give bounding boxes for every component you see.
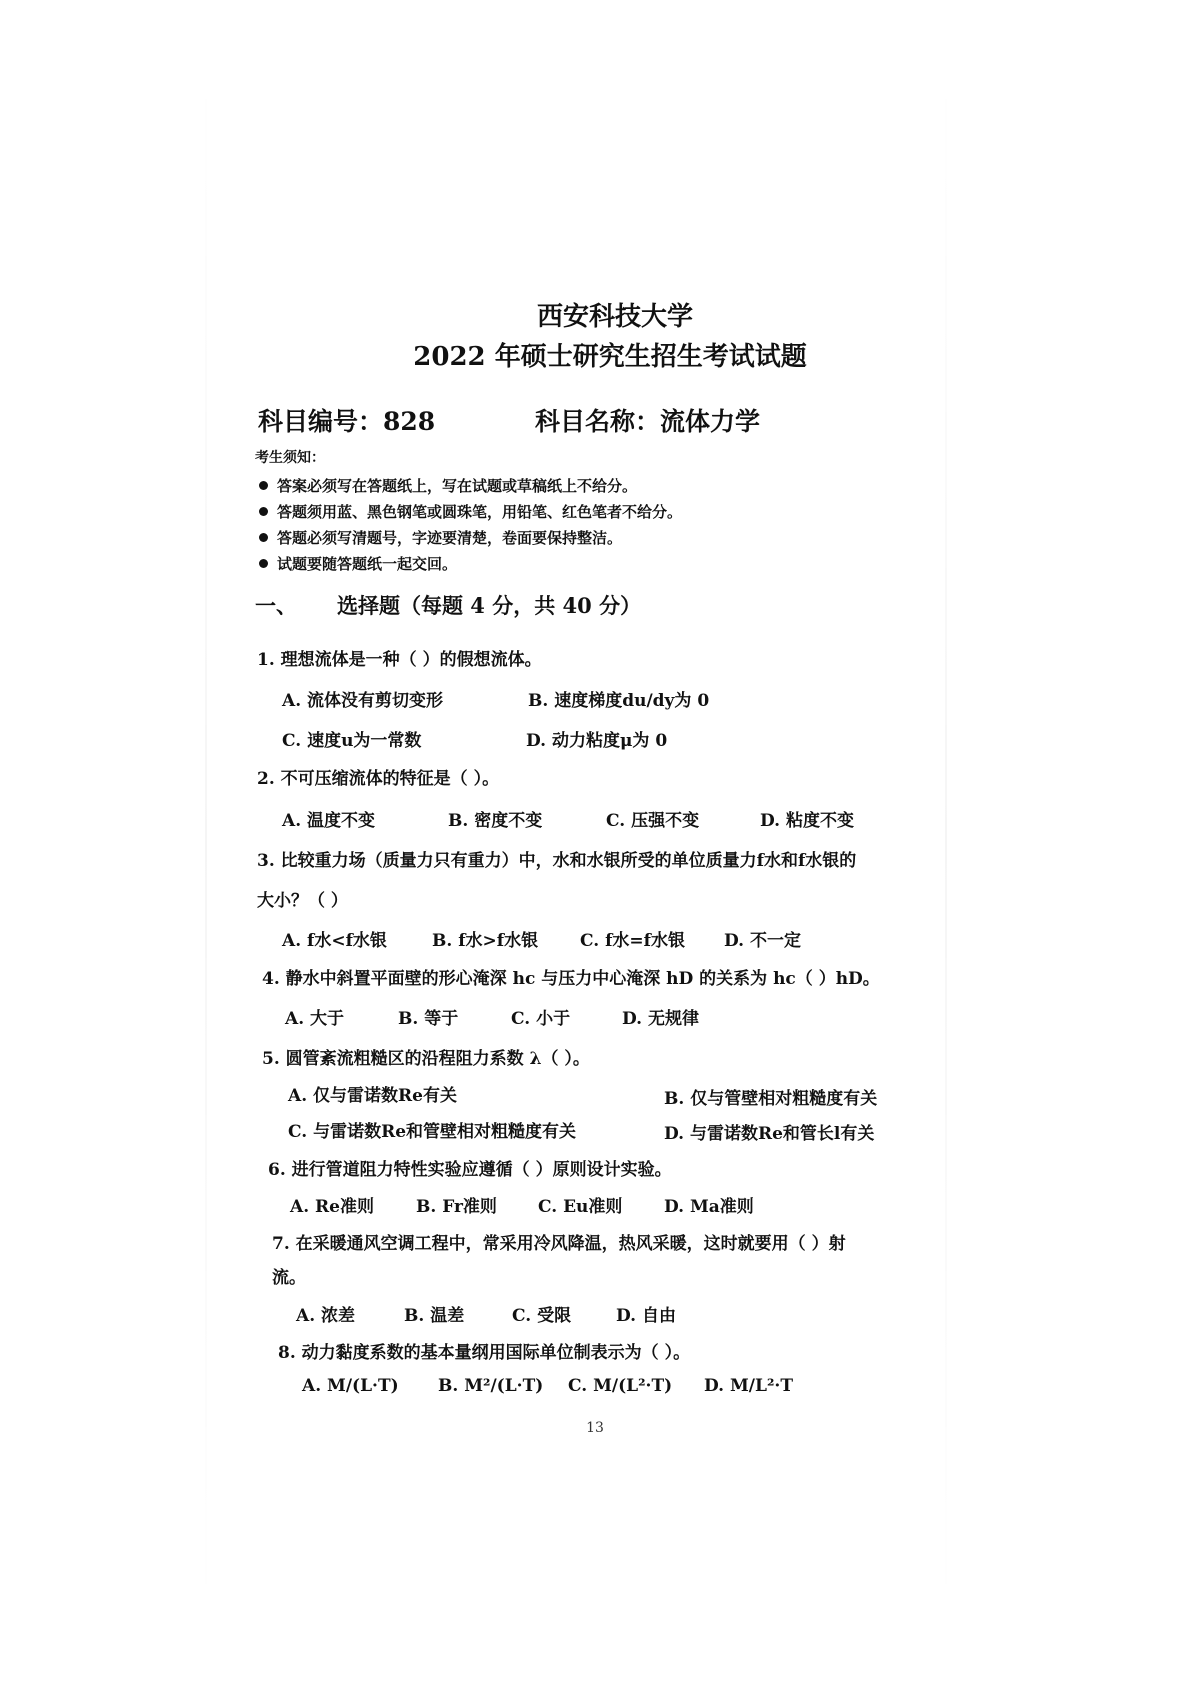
question-3-stem-line2: 大小？（ ） <box>257 891 348 911</box>
question-8-option-c: C. M/(L²·T) <box>568 1376 673 1396</box>
section-heading <box>255 590 641 620</box>
question-2-stem: 2. 不可压缩流体的特征是（ ）。 <box>257 769 500 789</box>
question-7-stem-line2: 流。 <box>272 1268 306 1288</box>
question-5-option-b: B. 仅与管壁相对粗糙度有关 <box>664 1089 878 1109</box>
question-7-stem-line1: 7. 在采暖通风空调工程中，常采用冷风降温，热风采暖，这时就要用（ ）射 <box>272 1234 846 1254</box>
question-5-option-d: D. 与雷诺数Re和管长l有关 <box>664 1124 875 1144</box>
question-5-option-c: C. 与雷诺数Re和管壁相对粗糙度有关 <box>288 1122 577 1142</box>
question-5-stem: 5. 圆管紊流粗糙区的沿程阻力系数 λ（ ）。 <box>262 1049 590 1069</box>
notice-text: 答案必须写在答题纸上，写在试题或草稿纸上不给分。 <box>277 477 638 495</box>
exam-title: 2022 年硕士研究生招生考试试题 <box>413 342 807 372</box>
section-title: 选择题（每题 4 分，共 40 分） <box>337 593 642 618</box>
question-2-option-d: D. 粘度不变 <box>760 811 854 831</box>
scan-edge-left <box>205 60 207 1623</box>
question-2-option-c: C. 压强不变 <box>606 811 700 831</box>
question-8-option-d: D. M/L²·T <box>704 1376 793 1396</box>
question-7-option-c: C. 受限 <box>512 1306 572 1326</box>
bullet-icon <box>259 559 268 568</box>
question-4-option-d: D. 无规律 <box>622 1009 699 1029</box>
question-1-option-c: C. 速度u为一常数 <box>282 731 422 751</box>
question-8-option-a: A. M/(L·T) <box>302 1376 399 1396</box>
notice-text: 试题要随答题纸一起交回。 <box>277 555 458 573</box>
bullet-icon <box>259 481 268 490</box>
notice-heading: 考生须知： <box>255 450 325 466</box>
bullet-icon <box>259 533 268 542</box>
question-7-option-a: A. 浓差 <box>296 1306 356 1326</box>
question-8-option-b: B. M²/(L·T) <box>438 1376 544 1396</box>
question-7-option-d: D. 自由 <box>616 1306 676 1326</box>
scan-edge-right <box>945 60 947 1623</box>
subject-code: 科目编号：828 <box>258 407 436 436</box>
question-3-stem-line1: 3. 比较重力场（质量力只有重力）中，水和水银所受的单位质量力f水和f水银的 <box>257 851 857 871</box>
notice-item <box>259 501 682 522</box>
question-1-option-d: D. 动力粘度μ为 0 <box>526 731 668 751</box>
question-5-option-a: A. 仅与雷诺数Re有关 <box>288 1086 457 1106</box>
notice-item <box>259 475 637 496</box>
university-name: 西安科技大学 <box>536 302 693 332</box>
question-6-option-a: A. Re准则 <box>290 1197 374 1217</box>
question-4-option-b: B. 等于 <box>398 1009 459 1029</box>
question-4-option-c: C. 小于 <box>511 1009 571 1029</box>
question-3-option-a: A. f水<f水银 <box>282 931 387 951</box>
question-6-option-b: B. Fr准则 <box>416 1197 497 1217</box>
notice-text: 答题须用蓝、黑色钢笔或圆珠笔，用铅笔、红色笔者不给分。 <box>277 503 683 521</box>
question-1-stem: 1. 理想流体是一种（ ）的假想流体。 <box>257 650 542 670</box>
question-7-option-b: B. 温差 <box>404 1306 465 1326</box>
question-4-option-a: A. 大于 <box>285 1009 345 1029</box>
question-6-option-c: C. Eu准则 <box>538 1197 623 1217</box>
question-8-stem: 8. 动力黏度系数的基本量纲用国际单位制表示为（ ）。 <box>278 1343 691 1363</box>
question-2-option-a: A. 温度不变 <box>282 811 376 831</box>
question-2-option-b: B. 密度不变 <box>448 811 543 831</box>
question-3-option-c: C. f水=f水银 <box>580 931 685 951</box>
notice-text: 答题必须写清题号，字迹要清楚，卷面要保持整洁。 <box>277 529 623 547</box>
notice-item <box>259 553 457 574</box>
question-1-option-b: B. 速度梯度du/dy为 0 <box>528 691 710 711</box>
bullet-icon <box>259 507 268 516</box>
question-1-option-a: A. 流体没有剪切变形 <box>282 691 444 711</box>
subject-name: 科目名称：流体力学 <box>535 407 761 436</box>
question-6-stem: 6. 进行管道阻力特性实验应遵循（ ）原则设计实验。 <box>268 1160 672 1180</box>
question-3-option-d: D. 不一定 <box>724 931 801 951</box>
page-number: 13 <box>586 1420 604 1436</box>
notice-item <box>259 527 622 548</box>
question-3-option-b: B. f水>f水银 <box>432 931 539 951</box>
section-number: 一、 <box>255 593 297 618</box>
question-4-stem: 4. 静水中斜置平面壁的形心淹深 hc 与压力中心淹深 hD 的关系为 hc（ ）hD。 <box>262 969 880 989</box>
question-6-option-d: D. Ma准则 <box>664 1197 754 1217</box>
